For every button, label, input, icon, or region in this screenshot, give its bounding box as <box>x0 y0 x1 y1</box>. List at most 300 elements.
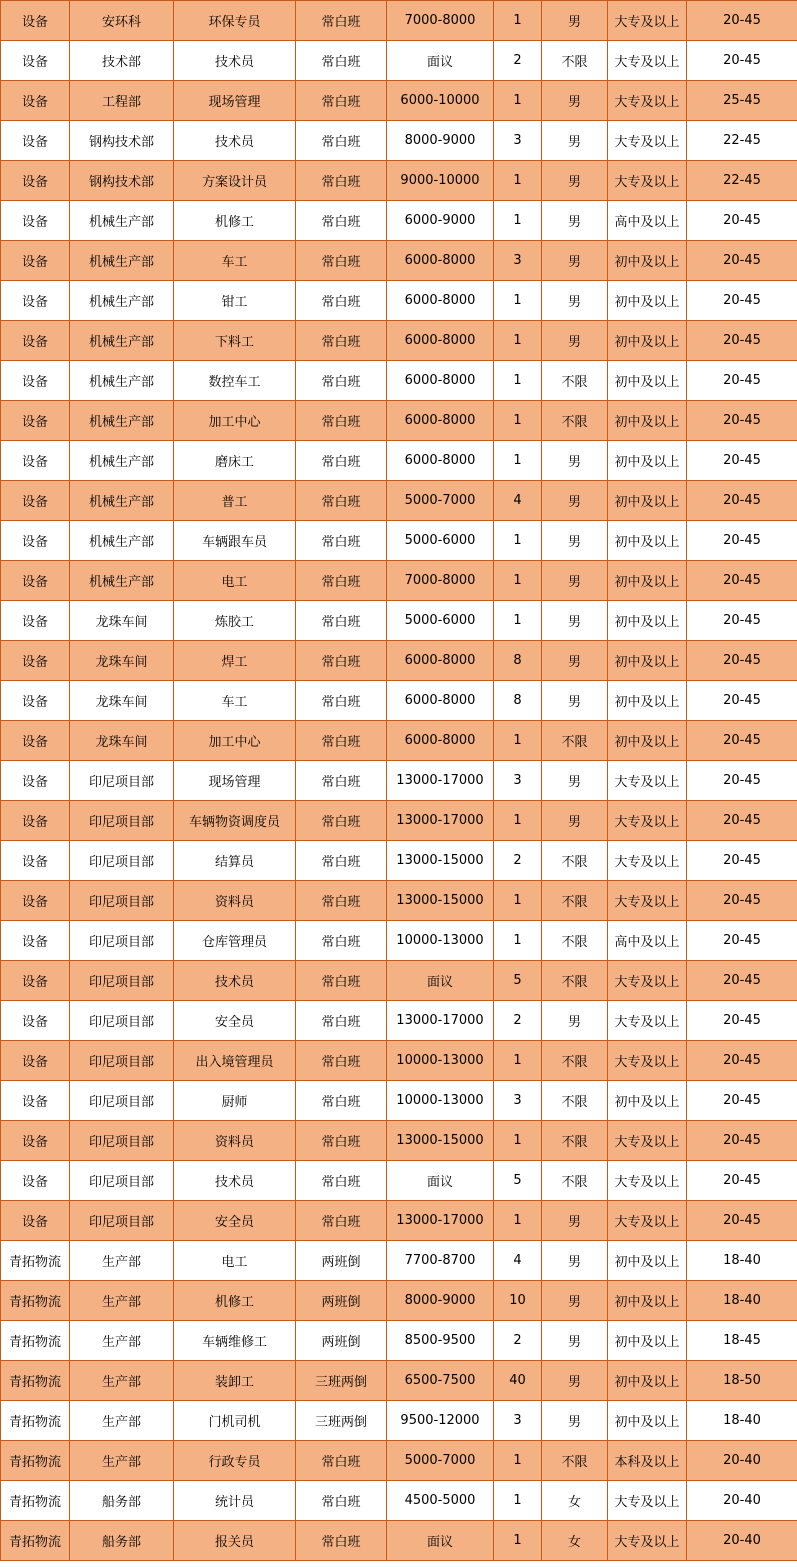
company-cell: 设备 <box>1 801 70 841</box>
headcount-cell: 1 <box>494 161 542 201</box>
age-range-cell: 18-40 <box>687 1241 797 1281</box>
position-cell: 车辆物资调度员 <box>174 801 296 841</box>
education-cell: 大专及以上 <box>608 1001 687 1041</box>
gender-cell: 男 <box>542 1361 608 1401</box>
education-cell: 大专及以上 <box>608 1041 687 1081</box>
education-cell: 初中及以上 <box>608 721 687 761</box>
education-cell: 大专及以上 <box>608 1 687 41</box>
table-row <box>1 321 797 361</box>
position-cell: 炼胶工 <box>174 601 296 641</box>
position-cell: 焊工 <box>174 641 296 681</box>
table-row <box>1 801 797 841</box>
gender-cell: 男 <box>542 481 608 521</box>
salary-cell: 10000-13000 <box>387 921 494 961</box>
position-cell: 仓库管理员 <box>174 921 296 961</box>
headcount-cell: 3 <box>494 121 542 161</box>
position-cell: 行政专员 <box>174 1441 296 1481</box>
shift-cell: 常白班 <box>296 961 387 1001</box>
salary-cell: 5000-6000 <box>387 521 494 561</box>
shift-cell: 常白班 <box>296 1081 387 1121</box>
salary-cell: 13000-17000 <box>387 1001 494 1041</box>
shift-cell: 常白班 <box>296 801 387 841</box>
age-range-cell: 20-45 <box>687 241 797 281</box>
department-cell: 印尼项目部 <box>70 1081 174 1121</box>
department-cell: 机械生产部 <box>70 481 174 521</box>
age-range-cell: 18-45 <box>687 1321 797 1361</box>
company-cell: 青拓物流 <box>1 1281 70 1321</box>
age-range-cell: 20-45 <box>687 481 797 521</box>
table-row <box>1 1281 797 1321</box>
position-cell: 机修工 <box>174 201 296 241</box>
company-cell: 设备 <box>1 481 70 521</box>
company-cell: 设备 <box>1 601 70 641</box>
company-cell: 设备 <box>1 521 70 561</box>
shift-cell: 常白班 <box>296 1161 387 1201</box>
headcount-cell: 4 <box>494 1241 542 1281</box>
gender-cell: 男 <box>542 321 608 361</box>
salary-cell: 8000-9000 <box>387 121 494 161</box>
department-cell: 印尼项目部 <box>70 1161 174 1201</box>
table-row <box>1 161 797 201</box>
company-cell: 设备 <box>1 121 70 161</box>
table-row <box>1 1401 797 1441</box>
company-cell: 青拓物流 <box>1 1361 70 1401</box>
position-cell: 加工中心 <box>174 721 296 761</box>
department-cell: 印尼项目部 <box>70 881 174 921</box>
department-cell: 机械生产部 <box>70 401 174 441</box>
headcount-cell: 1 <box>494 1201 542 1241</box>
department-cell: 机械生产部 <box>70 201 174 241</box>
salary-cell: 6000-8000 <box>387 361 494 401</box>
salary-cell: 面议 <box>387 41 494 81</box>
company-cell: 设备 <box>1 561 70 601</box>
age-range-cell: 25-45 <box>687 81 797 121</box>
gender-cell: 男 <box>542 641 608 681</box>
headcount-cell: 2 <box>494 1001 542 1041</box>
company-cell: 设备 <box>1 1081 70 1121</box>
age-range-cell: 18-50 <box>687 1361 797 1401</box>
education-cell: 初中及以上 <box>608 361 687 401</box>
headcount-cell: 1 <box>494 881 542 921</box>
salary-cell: 4500-5000 <box>387 1481 494 1521</box>
headcount-cell: 3 <box>494 1081 542 1121</box>
headcount-cell: 8 <box>494 681 542 721</box>
position-cell: 机修工 <box>174 1281 296 1321</box>
department-cell: 生产部 <box>70 1241 174 1281</box>
table-row <box>1 441 797 481</box>
department-cell: 生产部 <box>70 1401 174 1441</box>
department-cell: 生产部 <box>70 1281 174 1321</box>
table-row <box>1 1321 797 1361</box>
education-cell: 本科及以上 <box>608 1441 687 1481</box>
headcount-cell: 1 <box>494 1121 542 1161</box>
education-cell: 大专及以上 <box>608 841 687 881</box>
gender-cell: 不限 <box>542 1161 608 1201</box>
age-range-cell: 20-45 <box>687 761 797 801</box>
age-range-cell: 20-45 <box>687 441 797 481</box>
headcount-cell: 1 <box>494 81 542 121</box>
shift-cell: 常白班 <box>296 1521 387 1561</box>
headcount-cell: 5 <box>494 1161 542 1201</box>
headcount-cell: 1 <box>494 1521 542 1561</box>
salary-cell: 8500-9500 <box>387 1321 494 1361</box>
position-cell: 电工 <box>174 1241 296 1281</box>
department-cell: 机械生产部 <box>70 521 174 561</box>
salary-cell: 6000-8000 <box>387 721 494 761</box>
shift-cell: 常白班 <box>296 601 387 641</box>
salary-cell: 6000-8000 <box>387 441 494 481</box>
position-cell: 加工中心 <box>174 401 296 441</box>
age-range-cell: 20-45 <box>687 201 797 241</box>
education-cell: 高中及以上 <box>608 921 687 961</box>
salary-cell: 8000-9000 <box>387 1281 494 1321</box>
age-range-cell: 20-45 <box>687 1001 797 1041</box>
education-cell: 大专及以上 <box>608 761 687 801</box>
position-cell: 结算员 <box>174 841 296 881</box>
table-row <box>1 961 797 1001</box>
department-cell: 生产部 <box>70 1441 174 1481</box>
gender-cell: 男 <box>542 521 608 561</box>
position-cell: 钳工 <box>174 281 296 321</box>
education-cell: 初中及以上 <box>608 401 687 441</box>
department-cell: 龙珠车间 <box>70 681 174 721</box>
company-cell: 设备 <box>1 881 70 921</box>
company-cell: 设备 <box>1 1041 70 1081</box>
position-cell: 方案设计员 <box>174 161 296 201</box>
table-row <box>1 1161 797 1201</box>
company-cell: 设备 <box>1 281 70 321</box>
salary-cell: 6000-9000 <box>387 201 494 241</box>
position-cell: 车工 <box>174 241 296 281</box>
salary-cell: 9500-12000 <box>387 1401 494 1441</box>
company-cell: 设备 <box>1 1161 70 1201</box>
headcount-cell: 1 <box>494 1 542 41</box>
company-cell: 设备 <box>1 641 70 681</box>
headcount-cell: 1 <box>494 721 542 761</box>
shift-cell: 常白班 <box>296 761 387 801</box>
headcount-cell: 10 <box>494 1281 542 1321</box>
gender-cell: 男 <box>542 561 608 601</box>
education-cell: 初中及以上 <box>608 521 687 561</box>
gender-cell: 男 <box>542 281 608 321</box>
company-cell: 设备 <box>1 361 70 401</box>
table-row <box>1 1081 797 1121</box>
company-cell: 设备 <box>1 841 70 881</box>
shift-cell: 常白班 <box>296 81 387 121</box>
department-cell: 机械生产部 <box>70 241 174 281</box>
age-range-cell: 20-45 <box>687 1 797 41</box>
position-cell: 车工 <box>174 681 296 721</box>
gender-cell: 女 <box>542 1521 608 1561</box>
gender-cell: 男 <box>542 441 608 481</box>
education-cell: 大专及以上 <box>608 121 687 161</box>
shift-cell: 常白班 <box>296 161 387 201</box>
position-cell: 环保专员 <box>174 1 296 41</box>
company-cell: 青拓物流 <box>1 1441 70 1481</box>
shift-cell: 常白班 <box>296 921 387 961</box>
table-row <box>1 401 797 441</box>
table-row <box>1 561 797 601</box>
age-range-cell: 20-45 <box>687 841 797 881</box>
salary-cell: 6000-8000 <box>387 641 494 681</box>
headcount-cell: 1 <box>494 1441 542 1481</box>
education-cell: 初中及以上 <box>608 1321 687 1361</box>
age-range-cell: 20-45 <box>687 281 797 321</box>
table-row <box>1 1121 797 1161</box>
position-cell: 下料工 <box>174 321 296 361</box>
age-range-cell: 20-45 <box>687 1201 797 1241</box>
age-range-cell: 18-40 <box>687 1401 797 1441</box>
salary-cell: 面议 <box>387 1521 494 1561</box>
table-row <box>1 1041 797 1081</box>
position-cell: 电工 <box>174 561 296 601</box>
headcount-cell: 1 <box>494 441 542 481</box>
salary-cell: 6000-8000 <box>387 281 494 321</box>
shift-cell: 三班两倒 <box>296 1401 387 1441</box>
education-cell: 初中及以上 <box>608 281 687 321</box>
shift-cell: 常白班 <box>296 1121 387 1161</box>
headcount-cell: 1 <box>494 321 542 361</box>
age-range-cell: 20-45 <box>687 361 797 401</box>
table-row <box>1 641 797 681</box>
salary-cell: 10000-13000 <box>387 1081 494 1121</box>
salary-cell: 13000-17000 <box>387 1201 494 1241</box>
shift-cell: 常白班 <box>296 1201 387 1241</box>
table-row <box>1 1481 797 1521</box>
age-range-cell: 20-40 <box>687 1481 797 1521</box>
education-cell: 大专及以上 <box>608 1481 687 1521</box>
position-cell: 安全员 <box>174 1001 296 1041</box>
shift-cell: 常白班 <box>296 241 387 281</box>
salary-cell: 7000-8000 <box>387 1 494 41</box>
table-row <box>1 761 797 801</box>
table-row <box>1 841 797 881</box>
salary-cell: 13000-17000 <box>387 761 494 801</box>
salary-cell: 6000-8000 <box>387 241 494 281</box>
department-cell: 生产部 <box>70 1321 174 1361</box>
table-row <box>1 1241 797 1281</box>
company-cell: 设备 <box>1 401 70 441</box>
age-range-cell: 20-45 <box>687 681 797 721</box>
age-range-cell: 20-40 <box>687 1441 797 1481</box>
position-cell: 车辆维修工 <box>174 1321 296 1361</box>
education-cell: 大专及以上 <box>608 1521 687 1561</box>
gender-cell: 不限 <box>542 1441 608 1481</box>
table-row <box>1 361 797 401</box>
gender-cell: 男 <box>542 761 608 801</box>
education-cell: 初中及以上 <box>608 681 687 721</box>
headcount-cell: 1 <box>494 521 542 561</box>
position-cell: 门机司机 <box>174 1401 296 1441</box>
shift-cell: 常白班 <box>296 1441 387 1481</box>
table-row <box>1 721 797 761</box>
headcount-cell: 3 <box>494 241 542 281</box>
company-cell: 设备 <box>1 1001 70 1041</box>
gender-cell: 不限 <box>542 361 608 401</box>
department-cell: 生产部 <box>70 1361 174 1401</box>
education-cell: 初中及以上 <box>608 641 687 681</box>
position-cell: 普工 <box>174 481 296 521</box>
table-row <box>1 241 797 281</box>
department-cell: 印尼项目部 <box>70 961 174 1001</box>
education-cell: 初中及以上 <box>608 481 687 521</box>
age-range-cell: 22-45 <box>687 121 797 161</box>
gender-cell: 男 <box>542 1281 608 1321</box>
table-row <box>1 41 797 81</box>
headcount-cell: 1 <box>494 601 542 641</box>
gender-cell: 男 <box>542 121 608 161</box>
position-cell: 数控车工 <box>174 361 296 401</box>
age-range-cell: 22-45 <box>687 161 797 201</box>
table-row <box>1 681 797 721</box>
shift-cell: 两班倒 <box>296 1241 387 1281</box>
education-cell: 初中及以上 <box>608 1401 687 1441</box>
table-row <box>1 1361 797 1401</box>
shift-cell: 常白班 <box>296 1481 387 1521</box>
department-cell: 安环科 <box>70 1 174 41</box>
table-row <box>1 881 797 921</box>
company-cell: 设备 <box>1 721 70 761</box>
department-cell: 工程部 <box>70 81 174 121</box>
company-cell: 青拓物流 <box>1 1241 70 1281</box>
position-cell: 统计员 <box>174 1481 296 1521</box>
shift-cell: 常白班 <box>296 401 387 441</box>
table-row <box>1 601 797 641</box>
gender-cell: 不限 <box>542 841 608 881</box>
position-cell: 技术员 <box>174 121 296 161</box>
sheet-bottom-margin <box>0 1561 797 1567</box>
gender-cell: 不限 <box>542 1121 608 1161</box>
gender-cell: 男 <box>542 201 608 241</box>
headcount-cell: 1 <box>494 801 542 841</box>
company-cell: 青拓物流 <box>1 1321 70 1361</box>
shift-cell: 常白班 <box>296 881 387 921</box>
headcount-cell: 8 <box>494 641 542 681</box>
age-range-cell: 20-45 <box>687 1081 797 1121</box>
age-range-cell: 20-45 <box>687 401 797 441</box>
headcount-cell: 1 <box>494 921 542 961</box>
company-cell: 设备 <box>1 321 70 361</box>
company-cell: 设备 <box>1 161 70 201</box>
salary-cell: 13000-15000 <box>387 841 494 881</box>
table-row <box>1 81 797 121</box>
department-cell: 钢构技术部 <box>70 121 174 161</box>
education-cell: 大专及以上 <box>608 41 687 81</box>
gender-cell: 不限 <box>542 721 608 761</box>
age-range-cell: 20-45 <box>687 321 797 361</box>
education-cell: 初中及以上 <box>608 561 687 601</box>
salary-cell: 13000-15000 <box>387 881 494 921</box>
gender-cell: 男 <box>542 1001 608 1041</box>
position-cell: 现场管理 <box>174 81 296 121</box>
position-cell: 技术员 <box>174 1161 296 1201</box>
shift-cell: 常白班 <box>296 641 387 681</box>
shift-cell: 常白班 <box>296 1 387 41</box>
headcount-cell: 3 <box>494 761 542 801</box>
headcount-cell: 2 <box>494 41 542 81</box>
department-cell: 钢构技术部 <box>70 161 174 201</box>
shift-cell: 两班倒 <box>296 1321 387 1361</box>
position-cell: 出入境管理员 <box>174 1041 296 1081</box>
table-row <box>1 921 797 961</box>
age-range-cell: 20-45 <box>687 1121 797 1161</box>
company-cell: 设备 <box>1 761 70 801</box>
headcount-cell: 5 <box>494 961 542 1001</box>
gender-cell: 女 <box>542 1481 608 1521</box>
shift-cell: 常白班 <box>296 281 387 321</box>
gender-cell: 男 <box>542 1401 608 1441</box>
department-cell: 机械生产部 <box>70 281 174 321</box>
headcount-cell: 1 <box>494 281 542 321</box>
shift-cell: 常白班 <box>296 41 387 81</box>
company-cell: 青拓物流 <box>1 1521 70 1561</box>
department-cell: 机械生产部 <box>70 441 174 481</box>
department-cell: 印尼项目部 <box>70 801 174 841</box>
headcount-cell: 1 <box>494 561 542 601</box>
headcount-cell: 1 <box>494 361 542 401</box>
gender-cell: 男 <box>542 681 608 721</box>
table-row <box>1 1441 797 1481</box>
salary-cell: 7700-8700 <box>387 1241 494 1281</box>
salary-cell: 6000-8000 <box>387 681 494 721</box>
gender-cell: 不限 <box>542 921 608 961</box>
gender-cell: 不限 <box>542 961 608 1001</box>
position-cell: 资料员 <box>174 881 296 921</box>
education-cell: 初中及以上 <box>608 321 687 361</box>
department-cell: 龙珠车间 <box>70 721 174 761</box>
position-cell: 车辆跟车员 <box>174 521 296 561</box>
education-cell: 初中及以上 <box>608 601 687 641</box>
salary-cell: 9000-10000 <box>387 161 494 201</box>
education-cell: 大专及以上 <box>608 81 687 121</box>
table-row <box>1 1521 797 1561</box>
table-row <box>1 1001 797 1041</box>
gender-cell: 男 <box>542 1 608 41</box>
shift-cell: 常白班 <box>296 561 387 601</box>
salary-cell: 面议 <box>387 961 494 1001</box>
company-cell: 设备 <box>1 1201 70 1241</box>
position-cell: 安全员 <box>174 1201 296 1241</box>
shift-cell: 常白班 <box>296 481 387 521</box>
age-range-cell: 20-45 <box>687 961 797 1001</box>
headcount-cell: 1 <box>494 401 542 441</box>
position-cell: 磨床工 <box>174 441 296 481</box>
department-cell: 印尼项目部 <box>70 1001 174 1041</box>
shift-cell: 常白班 <box>296 1001 387 1041</box>
gender-cell: 不限 <box>542 401 608 441</box>
table-body <box>1 1 797 1561</box>
education-cell: 大专及以上 <box>608 161 687 201</box>
education-cell: 高中及以上 <box>608 201 687 241</box>
department-cell: 印尼项目部 <box>70 1201 174 1241</box>
shift-cell: 常白班 <box>296 361 387 401</box>
education-cell: 大专及以上 <box>608 801 687 841</box>
headcount-cell: 1 <box>494 1041 542 1081</box>
gender-cell: 男 <box>542 601 608 641</box>
company-cell: 设备 <box>1 1121 70 1161</box>
position-cell: 现场管理 <box>174 761 296 801</box>
age-range-cell: 18-40 <box>687 1281 797 1321</box>
age-range-cell: 20-45 <box>687 881 797 921</box>
education-cell: 初中及以上 <box>608 1281 687 1321</box>
department-cell: 龙珠车间 <box>70 641 174 681</box>
company-cell: 青拓物流 <box>1 1481 70 1521</box>
shift-cell: 常白班 <box>296 321 387 361</box>
shift-cell: 常白班 <box>296 1041 387 1081</box>
company-cell: 设备 <box>1 1 70 41</box>
table-row <box>1 281 797 321</box>
education-cell: 大专及以上 <box>608 881 687 921</box>
